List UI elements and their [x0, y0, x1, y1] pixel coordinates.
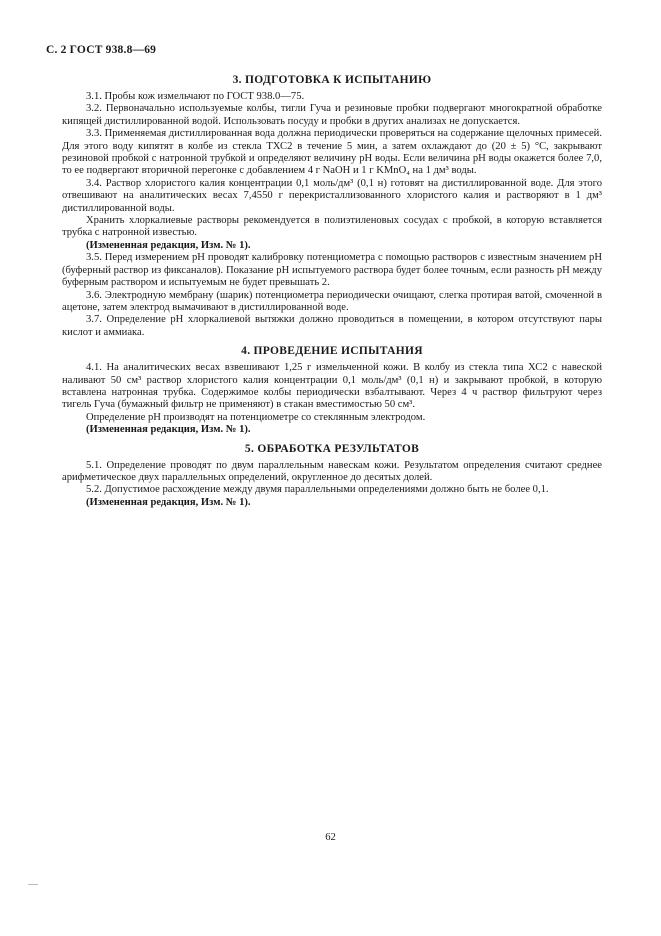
amendment-note: (Измененная редакция, Изм. № 1). — [86, 239, 251, 251]
section-3-title: 3. ПОДГОТОВКА К ИСПЫТАНИЮ — [232, 74, 432, 86]
amendment-note: (Измененная редакция, Изм. № 1). — [86, 496, 251, 508]
paragraph-3-4-storage: Хранить хлоркалиевые растворы рекомендуется в полиэтиленовых сосудах с пробкой, в которую вставляется трубка с натронной известью. — [62, 215, 602, 239]
paragraph-3-2: 3.2. Первоначально используемые колбы, тигли Гуча и резиновые пробки подвергают многократной обработке кипящей дистиллированной водой. Использовать посуду и пробки в других анализах не допускается. — [62, 103, 602, 127]
paragraph-4-1: 4.1. На аналитических весах взвешивают 1,25 г измельченной кожи. В колбу из стекла типа ХС2 с навеской наливают 50 см³ раствор хлористого калия концентрации 0,1 моль/дм³ (0,1 н) и закрывают пробкой, в которую вставлена натронная трубка. Содержимое колбы периодически взбалтывают. Через 4 ч раствор фильтруют через тигель Гуча (бумажный фильтр не применяют) в стакан вместимостью 50 см³. — [62, 362, 602, 411]
paragraph-3-1: 3.1. Пробы кож измельчают по ГОСТ 938.0—75. — [86, 91, 305, 102]
paragraph-3-6: 3.6. Электродную мембрану (шарик) потенциометра периодически очищают, слегка протирая ватой, смоченной в ацетоне, затем электрод вымачивают в дистиллированной воде. — [62, 289, 602, 313]
paragraph-5-2: 5.2. Допустимое расхождение между двумя параллельными определениями должно быть не более 0,1. — [86, 484, 549, 496]
page-number: 62 — [325, 832, 336, 843]
amendment-note: (Измененная редакция, Изм. № 1). — [86, 424, 251, 436]
paragraph-3-5: 3.5. Перед измерением pH проводят калибровку потенциометра с помощью растворов с известным значением pH (буферный раствор из фиксаналов). Показание pH испытуемого раствора будет более точным, если разность pH между буферным раствором и испытуемым не будет превышать 2. — [62, 252, 602, 289]
section-5-title: 5. ОБРАБОТКА РЕЗУЛЬТАТОВ — [244, 442, 420, 455]
section-4-title: 4. ПРОВЕДЕНИЕ ИСПЫТАНИЯ — [241, 345, 423, 358]
document-body — [62, 74, 602, 509]
running-head: С. 2 ГОСТ 938.8—69 — [46, 44, 157, 56]
paragraph-5-1: 5.1. Определение проводят по двум параллельным навескам кожи. Результатом определения считают среднее арифметическое двух параллельных определений, округленное до десятых долей. — [62, 459, 602, 483]
paragraph-3-3: 3.3. Применяемая дистиллированная вода должна периодически проверяться на содержание щелочных примесей. Для этого воду кипятят в колбе из стекла ТХС2 в течение 5 мин, а затем охлаждают до (20 ± 5) °С, закрывают резиновой пробкой с натронной трубкой и определяют величину pH воды. Если величина pH воды окажется более 7,0, то ее подвергают вторичной перегонке с добавлением 4 г NaOH и 1 г KMnO₄ на 1 дм³ воды. — [62, 128, 602, 177]
scan-artifact — [28, 884, 38, 885]
paragraph-3-7: 3.7. Определение pH хлоркалиевой вытяжки должно проводиться в помещении, в котором отсутствуют пары кислот и аммиака. — [62, 314, 602, 338]
paragraph-4-1-measurement: Определение pH производят на потенциометре со стеклянным электродом. — [86, 411, 426, 423]
paragraph-3-4: 3.4. Раствор хлористого калия концентрации 0,1 моль/дм³ (0,1 н) готовят на дистиллированной воде. Для этого отвешивают на аналитических весах 7,4550 г перекристаллизованного хлористого калия и растворяют в 1 дм³ дистиллированной воды. — [62, 177, 602, 214]
